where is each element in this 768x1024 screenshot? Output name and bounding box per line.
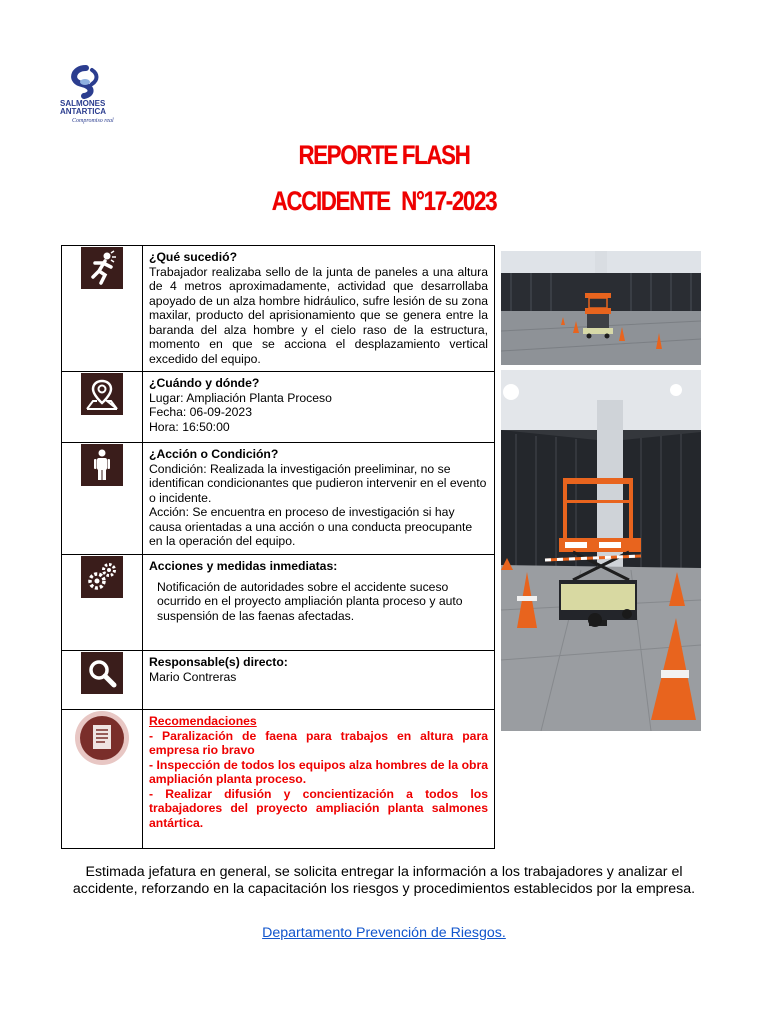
footer-message: Estimada jefatura en general, se solicita entregar la información a los trabajadores y analizar el accidente, reforzando en la capacitación los riesgos y procedimientos establecidos por la empresa. — [72, 864, 696, 897]
accident-number: ACCIDENTE N°17-2023 — [271, 186, 497, 216]
company-logo — [58, 64, 130, 124]
recommendation-item: - Inspección de todos los equipos alza hombres de la obra ampliación planta proceso. — [149, 757, 488, 786]
time-text: Hora: 16:50:00 — [149, 419, 230, 434]
report-table — [61, 245, 495, 849]
condition-text: Condición: Realizada la investigación preeliminar, no se identifican condicionantes que pudieron intervenir en el evento o incidente. — [149, 461, 487, 505]
table-row — [62, 651, 495, 710]
recommendation-item: - Paralización de faena para trabajos en altura para empresa rio bravo — [149, 728, 488, 757]
table-row — [62, 372, 495, 443]
site-photo-close — [501, 370, 701, 731]
section-heading: ¿Qué sucedió? — [149, 250, 238, 264]
gears-icon — [81, 556, 123, 598]
svg-text:SALMONES: SALMONES — [60, 99, 106, 108]
action-text: Acción: Se encuentra en proceso de investigación si hay causa orientadas a una acción o una conducta preocupante en la operación del equipo. — [149, 505, 473, 548]
document-icon — [75, 711, 129, 765]
section-heading: ¿Acción o Condición? — [149, 447, 279, 461]
report-title: REPORTE FLASH — [298, 140, 470, 170]
responsible-name: Mario Contreras — [149, 669, 237, 684]
magnifier-icon — [81, 652, 123, 694]
section-heading: ¿Cuándo y dónde? — [149, 376, 260, 390]
table-row — [62, 246, 495, 372]
department-link[interactable]: Departamento Prevención de Riesgos. — [262, 925, 506, 941]
table-row — [62, 555, 495, 651]
place-text: Lugar: Ampliación Planta Proceso — [149, 390, 332, 405]
section-body: Trabajador realizaba sello de la junta de paneles a una altura de 4 metros aproximadamente, actividad que desarrollaba apoyado de un alza hombre hidráulico, sufre lesión de su zona maxilar, producto del aprisionamiento que se genera entre la baranda del alza hombre y el cielo raso de la estructura, momento en que se acciona el desplazamiento vertical excedido del equipo. — [149, 264, 488, 366]
date-text: Fecha: 06-09-2023 — [149, 405, 252, 419]
svg-text:ANTARTICA: ANTARTICA — [60, 107, 107, 116]
section-heading: Responsable(s) directo: — [149, 655, 288, 669]
svg-text:Compromiso real: Compromiso real — [72, 118, 114, 124]
table-row — [62, 443, 495, 555]
recommendation-item: - Realizar difusión y concientización a todos los trabajadores del proyecto ampliación planta salmones antártica. — [149, 786, 488, 830]
section-heading: Acciones y medidas inmediatas: — [149, 559, 338, 573]
section-body: Notificación de autoridades sobre el accidente suceso ocurrido en el proyecto ampliación planta proceso y auto suspensión de las faenas afectadas. — [157, 579, 463, 623]
person-icon — [81, 444, 123, 486]
site-photo-wide — [501, 251, 701, 365]
location-pin-icon — [81, 373, 123, 415]
table-row — [62, 710, 495, 849]
running-person-icon — [81, 247, 123, 289]
recommendations-heading: Recomendaciones — [149, 714, 257, 728]
